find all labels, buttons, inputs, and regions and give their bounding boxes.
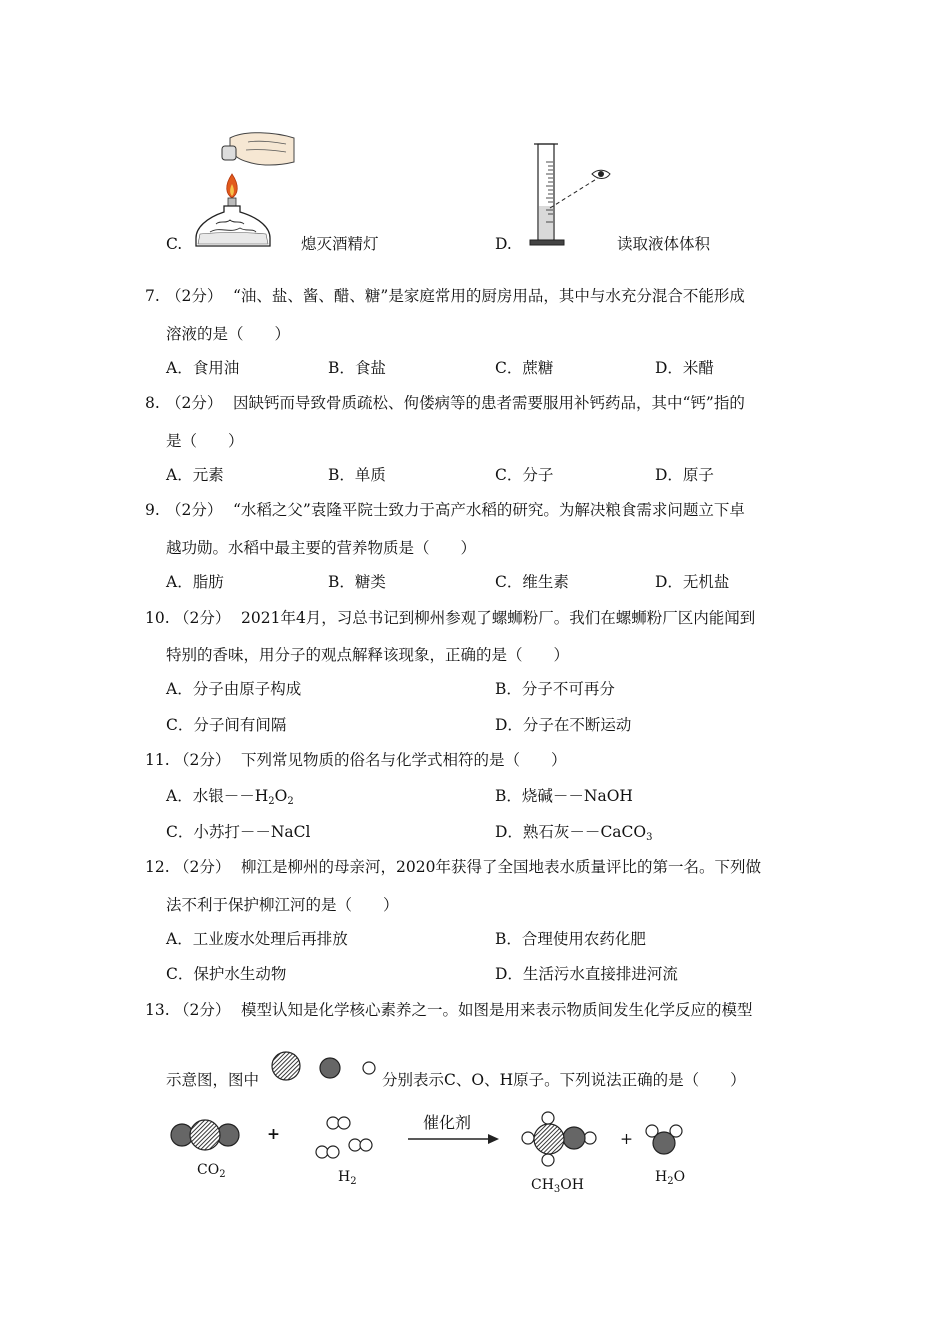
option-c[interactable]: C．小苏打－－NaCl [166, 823, 311, 841]
option-d-label: D．熟石灰－－ [495, 823, 601, 841]
question-stem-line2-start: 示意图，图中 [166, 1071, 260, 1089]
option-a[interactable] [166, 789, 294, 807]
question-score: （2分） [166, 501, 223, 519]
ch3oh-label: $CH_3OH$ [531, 1177, 584, 1195]
option-c-letter: C. [166, 235, 183, 253]
option-b[interactable]: B．糖类 [328, 573, 386, 591]
question-score: （2分） [174, 609, 231, 627]
question-stem-line2: 越功勋。水稻中最主要的营养物质是（ ） [166, 539, 477, 557]
question-stem-line1: 柳江是柳州的母亲河，2020年获得了全国地表水质量评比的第一名。下列做 [241, 858, 761, 876]
option-d[interactable]: D．无机盐 [655, 573, 730, 591]
question-stem-line1: 模型认知是化学核心素养之一。如图是用来表示物质间发生化学反应的模型 [241, 1001, 753, 1019]
option-c[interactable]: C．保护水生动物 [166, 965, 287, 983]
co2-label: $CO_2$ [197, 1162, 226, 1180]
question-stem-line2: 法不利于保护柳江河的是（ ） [166, 896, 399, 914]
option-d[interactable]: D．原子 [655, 466, 714, 484]
question-stem-line1: “水稻之父”袁隆平院士致力于高产水稻的研究。为解决粮食需求问题立下卓 [233, 501, 745, 519]
question-number: 12. [145, 858, 170, 876]
question-score: （2分） [174, 1001, 231, 1019]
option-b[interactable]: B．食盐 [328, 359, 386, 377]
co2-molecule-icon [168, 1118, 242, 1152]
option-d[interactable] [495, 825, 652, 843]
question-score: （2分） [174, 858, 231, 876]
question-number: 13. [145, 1001, 170, 1019]
option-d[interactable]: D．米醋 [655, 359, 714, 377]
h2-label: $H_2$ [338, 1169, 357, 1187]
question-stem-line1: 下列常见物质的俗名与化学式相符的是（ ） [241, 751, 567, 769]
question-number: 11. [145, 751, 170, 769]
option-c[interactable]: C．分子间有间隔 [166, 716, 287, 734]
option-c-caption: 熄灭酒精灯 [301, 235, 379, 253]
question-number: 9. [145, 501, 160, 519]
graduated-cylinder-figure [528, 142, 616, 248]
question-score: （2分） [166, 287, 223, 305]
hydrogen-atom-icon [363, 1062, 375, 1074]
option-a[interactable]: A．脂肪 [166, 573, 224, 591]
option-c[interactable]: C．分子 [495, 466, 554, 484]
formula-caco3: CaCO$_3$ [600, 823, 653, 843]
option-b[interactable]: B．分子不可再分 [495, 680, 615, 698]
option-d-caption: 读取液体体积 [617, 235, 711, 253]
alcohol-lamp-extinguish-figure [190, 128, 300, 250]
option-d-letter: D. [495, 235, 512, 253]
h2o-molecule-icon [644, 1122, 684, 1156]
question-number: 8. [145, 394, 160, 412]
option-c[interactable]: C．蔗糖 [495, 359, 554, 377]
question-score: （2分） [166, 394, 223, 412]
atom-legend [268, 1048, 380, 1088]
question-stem-line2: 特别的香味，用分子的观点解释该现象，正确的是（ ） [166, 646, 570, 664]
formula-h2o2: $H_2O_2$ [254, 787, 294, 807]
option-c[interactable]: C．维生素 [495, 573, 569, 591]
option-a-label: A．水银－－ [166, 787, 255, 805]
plus-sign-1: + [267, 1124, 280, 1143]
question-stem-line2: 溶液的是（ ） [166, 325, 291, 343]
oxygen-atom-icon [320, 1058, 340, 1078]
option-d[interactable]: D．分子在不断运动 [495, 716, 632, 734]
option-b[interactable]: B．单质 [328, 466, 386, 484]
option-b[interactable]: B．烧碱－－NaOH [495, 787, 633, 805]
h2o-label: $H_2O$ [655, 1169, 686, 1187]
question-stem-line1: 2021年4月，习总书记到柳州参观了螺蛳粉厂。我们在螺蛳粉厂区内能闻到 [241, 609, 756, 627]
question-score: （2分） [174, 751, 231, 769]
question-stem-line2-end: 分别表示C、O、H原子。下列说法正确的是（ ） [382, 1071, 746, 1089]
option-a[interactable]: A．元素 [166, 466, 224, 484]
option-a[interactable]: A．工业废水处理后再排放 [166, 930, 348, 948]
option-a[interactable]: A．分子由原子构成 [166, 680, 302, 698]
option-b[interactable]: B．合理使用农药化肥 [495, 930, 646, 948]
reaction-arrow-icon [408, 1132, 500, 1146]
question-stem-line1: 因缺钙而导致骨质疏松、佝偻病等的患者需要服用补钙药品，其中“钙”指的 [233, 394, 745, 412]
question-number: 7. [145, 287, 160, 305]
catalyst-label: 催化剂 [423, 1113, 472, 1132]
question-number: 10. [145, 609, 170, 627]
option-a[interactable]: A．食用油 [166, 359, 240, 377]
question-stem-line2: 是（ ） [166, 432, 244, 450]
carbon-atom-icon [272, 1052, 300, 1080]
h2-molecules-icon [312, 1114, 374, 1166]
question-stem-line1: “油、盐、酱、醋、糖”是家庭常用的厨房用品，其中与水充分混合不能形成 [233, 287, 745, 305]
plus-sign-2: + [620, 1130, 633, 1148]
option-d[interactable]: D．生活污水直接排进河流 [495, 965, 678, 983]
ch3oh-molecule-icon [518, 1110, 600, 1168]
